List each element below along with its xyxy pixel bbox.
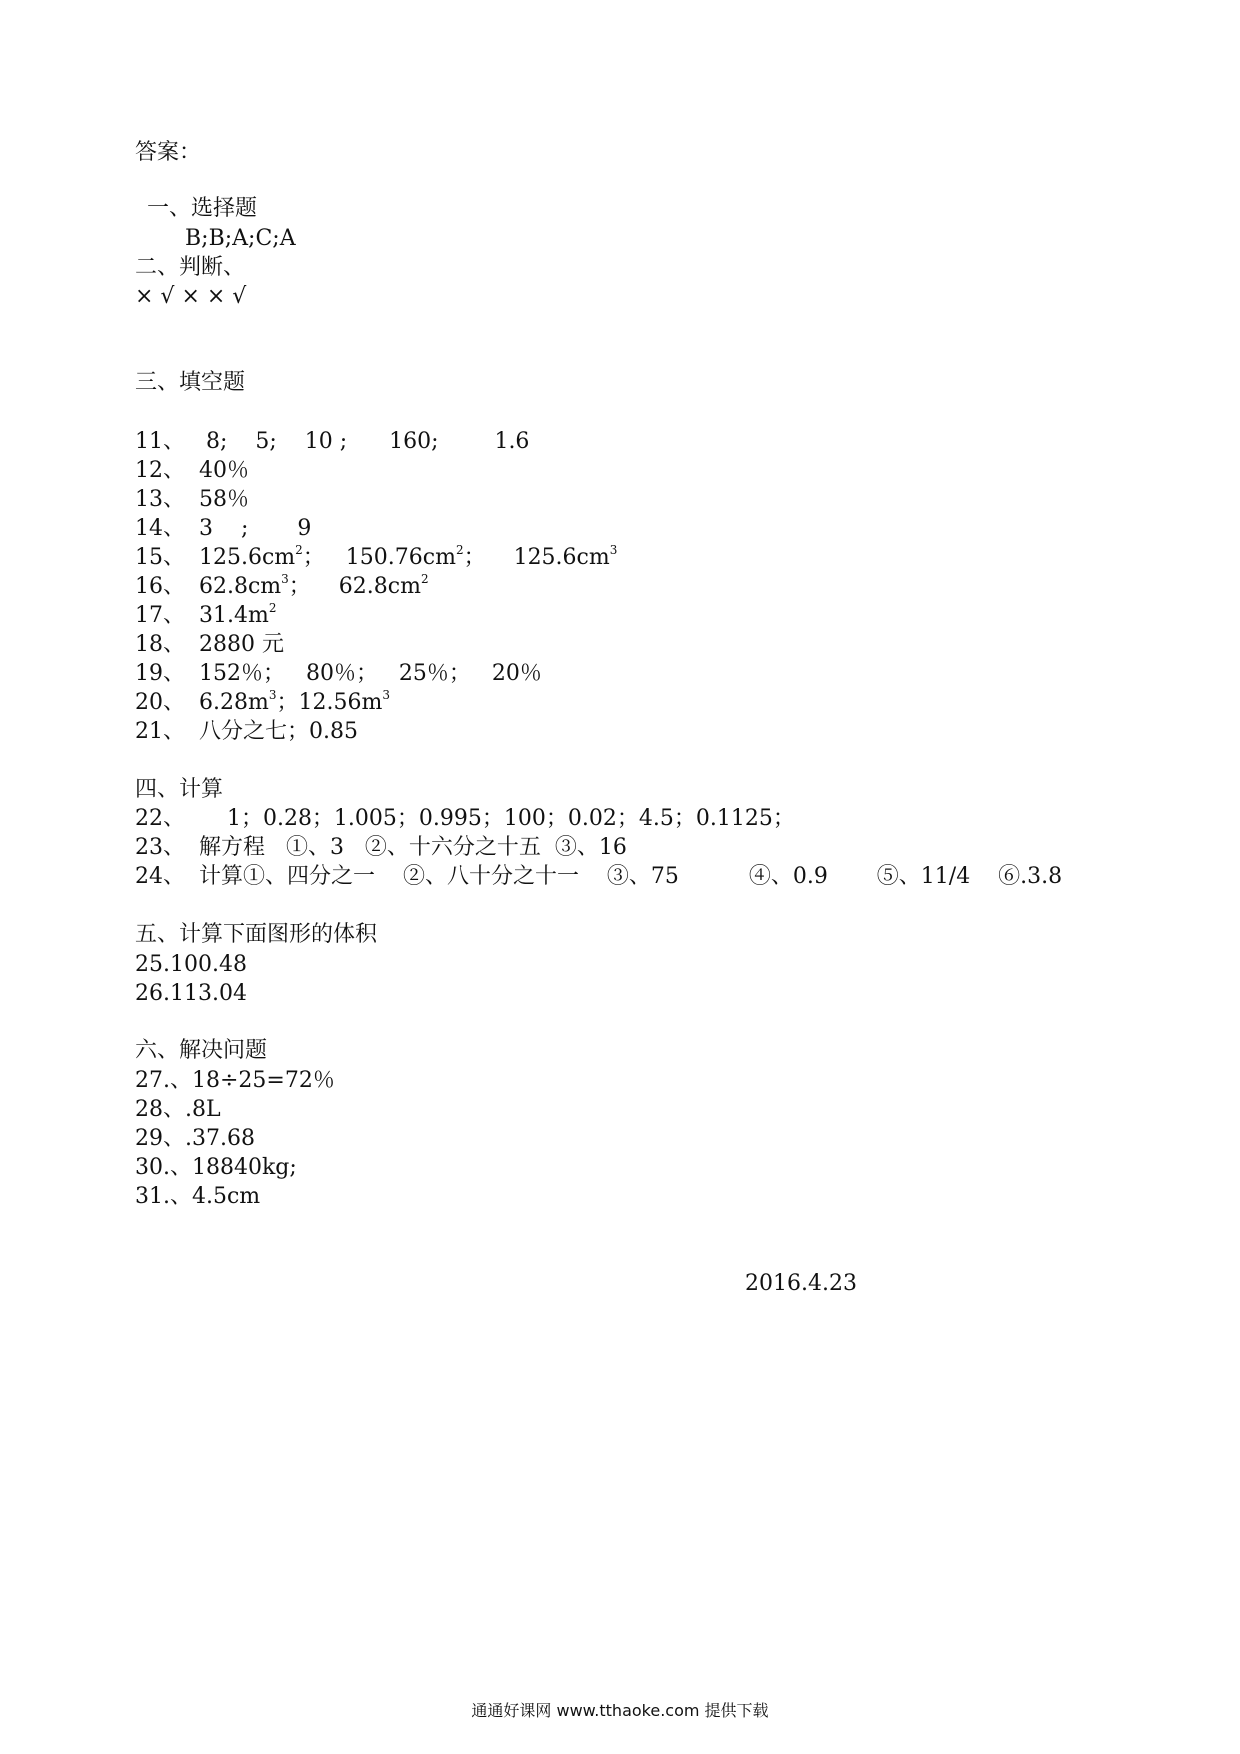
answer-16-a: 62.8cm [198,574,282,599]
answer-13: 13、 58％ [135,487,249,512]
answer-21: 21、 八分之七；0.85 [135,719,358,744]
answer-15-b: ； 150.76cm [302,545,456,570]
section-heading-problems: 六、解决问题 [135,1038,268,1063]
superscript: 3 [609,543,618,557]
answer-15 [135,543,617,573]
superscript: 2 [420,572,429,586]
answer-28: 28、.8L [135,1097,221,1122]
answer-17 [135,601,276,631]
answer-15-a: 125.6cm [198,545,296,570]
section-heading-calc: 四、计算 [135,777,224,802]
answer-29: 29、.37.68 [135,1126,255,1151]
answer-18: 18、 2880 元 [135,632,284,657]
section-heading-choice: 一、选择题 [147,196,258,221]
answer-20-num: 20、 [135,690,199,715]
answer-20-b: ；12.56m [276,690,383,715]
superscript: 2 [268,601,277,615]
answer-31: 31.、4.5cm [135,1184,261,1209]
answer-title: 答案： [135,140,202,165]
answer-24: 24、 计算①、四分之一 ②、八十分之十一 ③、75 ④、0.9 ⑤、11/4 ⑥.3.8 [135,864,1063,889]
document-date: 2016.4.23 [745,1271,857,1296]
answer-20-a: 6.28m [198,690,269,715]
answer-30: 30.、18840kg; [135,1155,297,1180]
choice-answers: B;B;A;C;A [185,226,296,251]
section-heading-volume: 五、计算下面图形的体积 [135,922,378,947]
answer-15-c: ； 125.6cm [463,545,610,570]
page-footer: 通通好课网 www.tthaoke.com 提供下载 [471,1701,769,1720]
judge-answers: × √ × × √ [135,284,247,309]
answer-27: 27.、18÷25=72％ [135,1068,335,1093]
superscript: 3 [268,688,277,702]
answer-16-b: ； 62.8cm [288,574,421,599]
answer-11: 11、 8; 5; 10 ; 160; 1.6 [135,429,530,454]
answer-17-num: 17、 [135,603,199,628]
answer-23: 23、 解方程 ①、3 ②、十六分之十五 ③、16 [135,835,627,860]
superscript: 3 [281,572,289,586]
answer-19: 19、 152％； 80％； 25％； 20％ [135,661,542,686]
answer-17-a: 31.4m [198,603,269,628]
answer-22: 22、 1；0.28；1.005；0.995；100；0.02；4.5；0.1125； [135,806,795,831]
superscript: 2 [455,543,464,557]
answer-16 [135,572,429,602]
section-heading-judge: 二、判断、 [135,255,246,280]
answer-25: 25.100.48 [135,952,247,977]
answer-26: 26.113.04 [135,981,247,1006]
answer-12: 12、 40％ [135,458,249,483]
answer-15-num: 15、 [135,545,199,570]
answer-14: 14、 3 ; 9 [135,516,312,541]
answer-16-num: 16、 [135,574,199,599]
answer-20 [135,688,390,718]
section-heading-fill: 三、填空题 [135,370,246,395]
superscript: 3 [382,688,390,702]
superscript: 2 [295,543,303,557]
